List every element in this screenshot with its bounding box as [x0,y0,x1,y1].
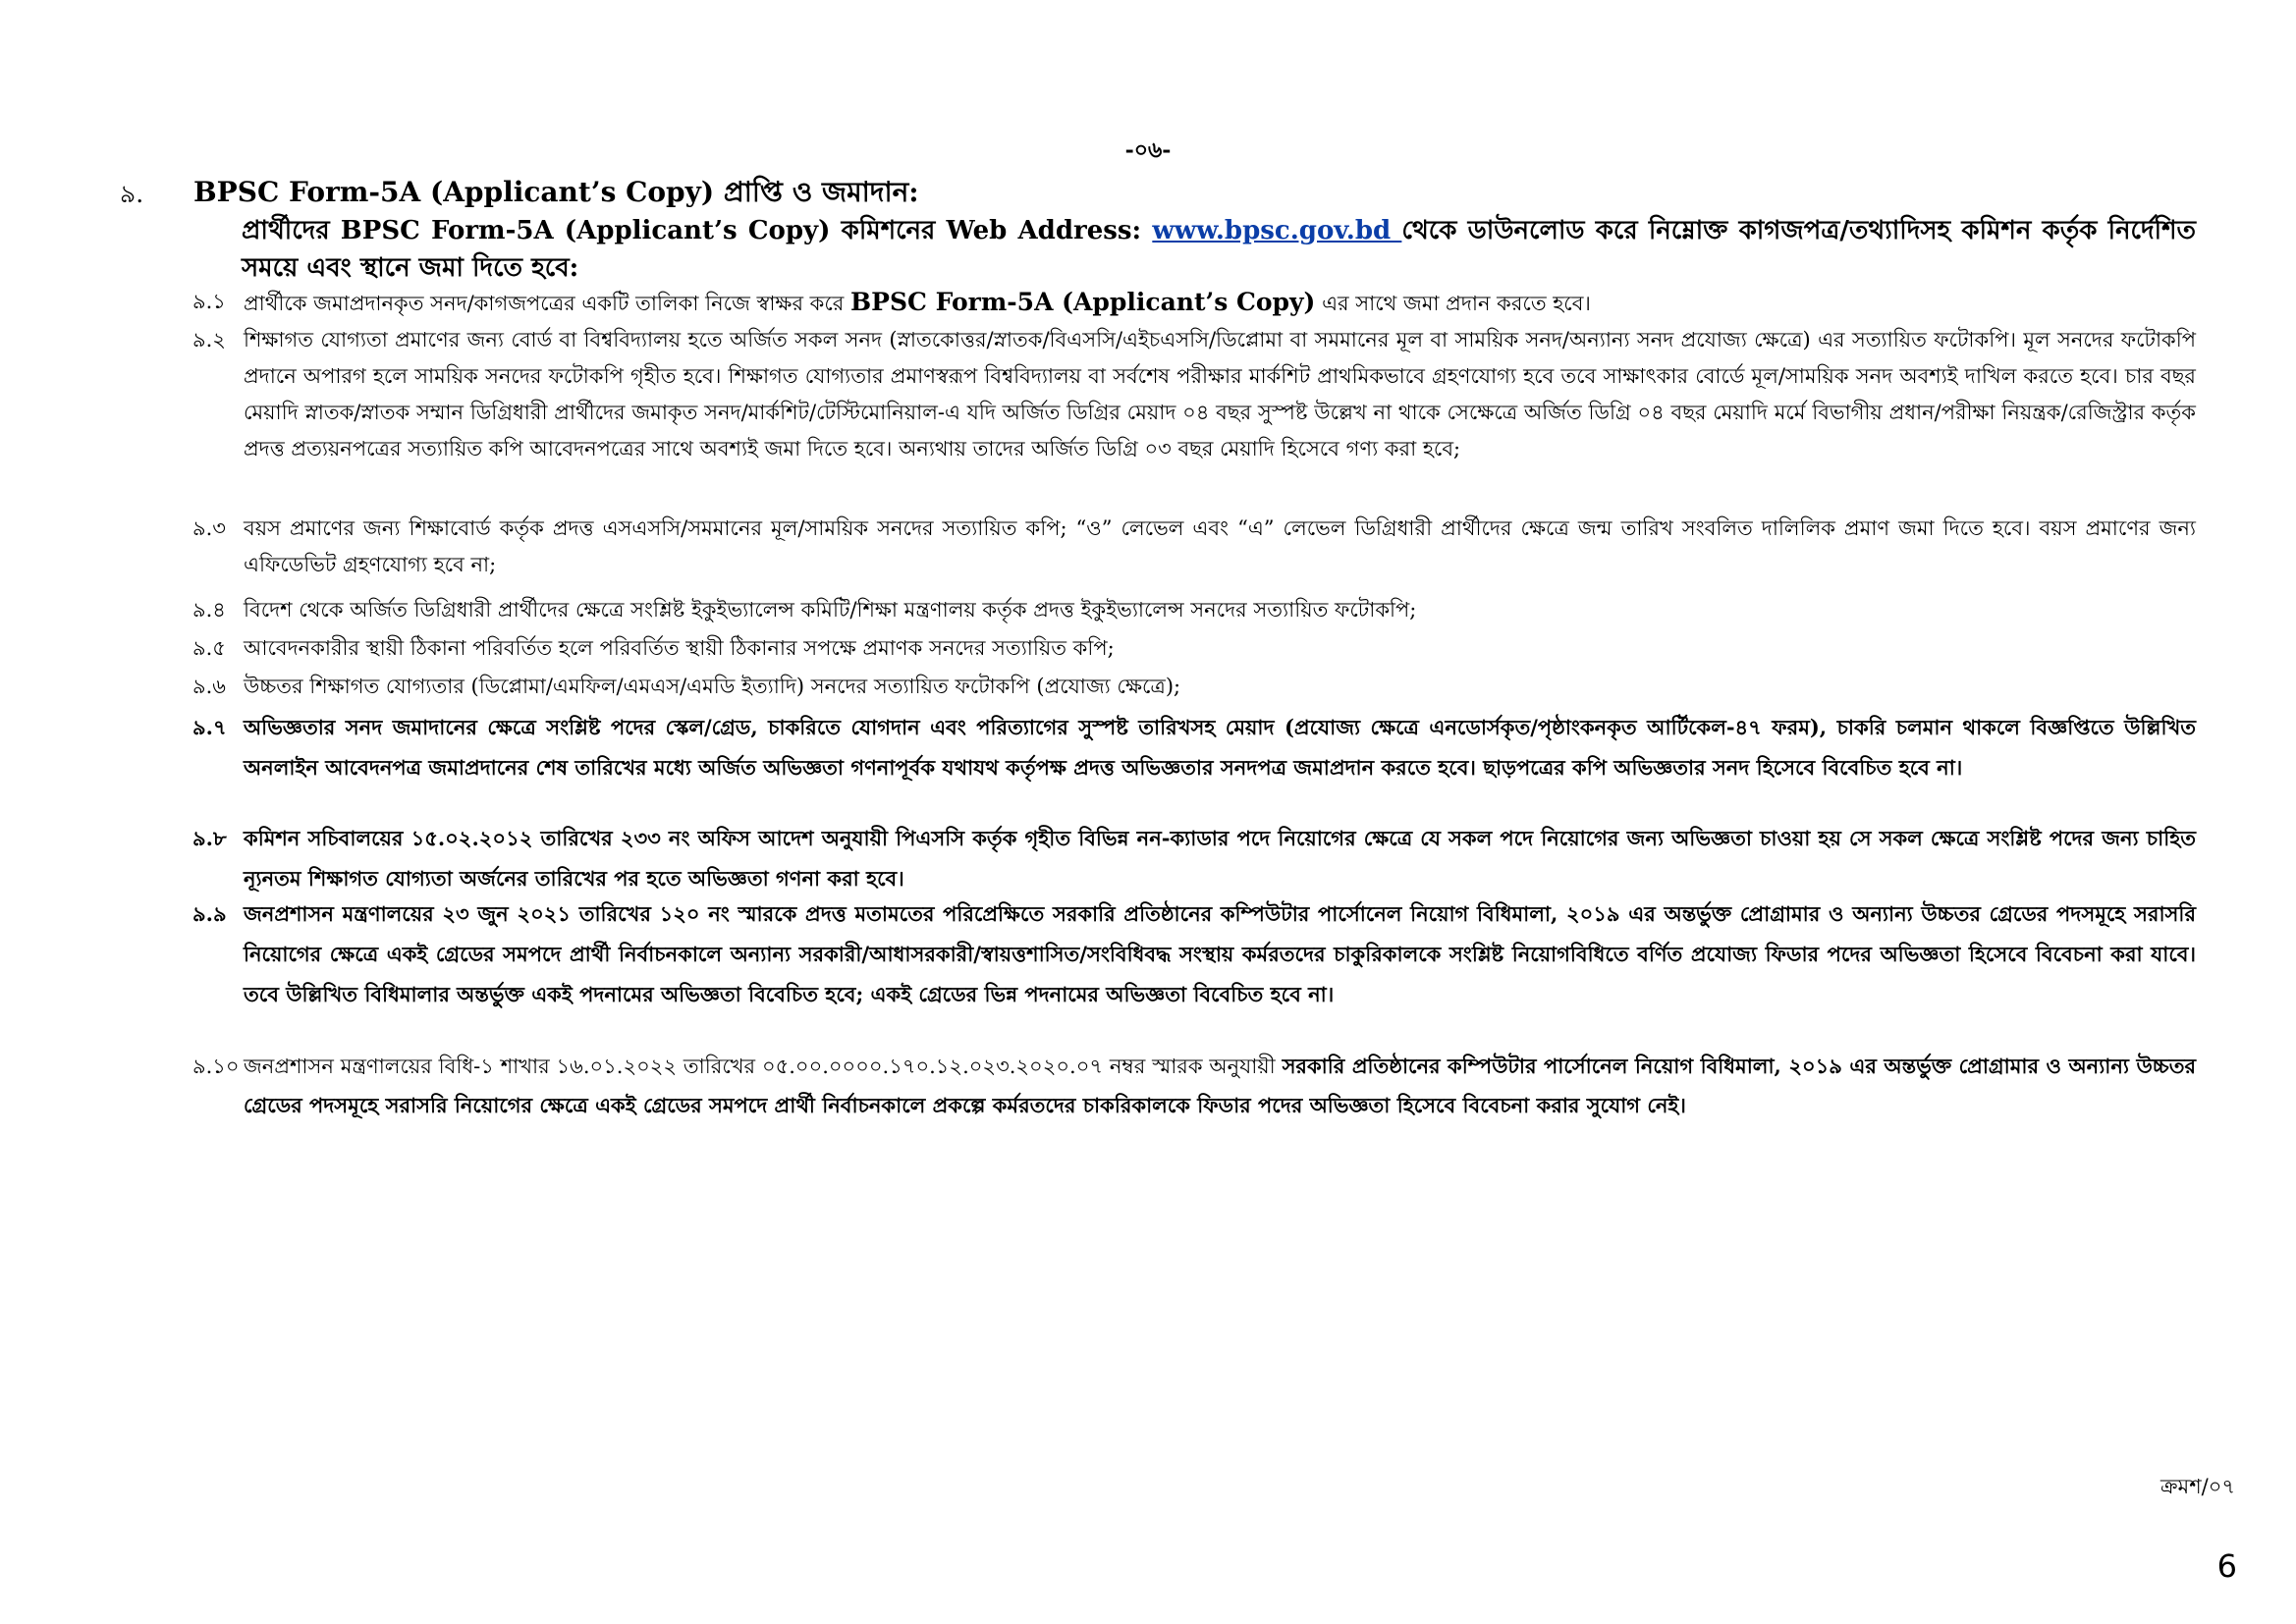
item-number: ৯.৪ [192,598,226,622]
item-number: ৯.৫ [192,636,226,660]
item-number: ৯.২ [192,328,226,352]
item-text: আবেদনকারীর স্থায়ী ঠিকানা পরিবর্তিত হলে পরিবর্তিত স্থায়ী ঠিকানার সপক্ষে প্রমাণক সনদের সত্যায়িত কপি; [244,636,1115,660]
item-number: ৯.১০ [192,1055,240,1078]
item-text: কমিশন সচিবালয়ের ১৫.০২.২০১২ তারিখের ২৩৩ নং অফিস আদেশ অনুযায়ী পিএসসি কর্তৃক গৃহীত বিভিন্ন নন-ক্যাডার পদে নিয়োগের ক্ষেত্রে যে সকল পদে নিয়োগের জন্য অভিজ্ঞতা চাওয়া হয় সে সকল ক্ষেত্রে সংশ্লিষ্ট পদের জন্য চাহিত ন্যূনতম শিক্ষাগত যোগ্যতা অর্জনের তারিখের পর হতে অভিজ্ঞতা গণনা করা হবে। [244,826,2196,891]
item-text: শিক্ষাগত যোগ্যতা প্রমাণের জন্য বোর্ড বা বিশ্ববিদ্যালয় হতে অর্জিত সকল সনদ (স্নাতকোত্তর/স্নাতক/বিএসসি/এইচএসসি/ডিপ্লোমা বা সমমানের মূল বা সাময়িক সনদ/অন্যান্য সনদ প্রযোজ্য ক্ষেত্রে) এর সত্যায়িত ফটোকপি। মূল সনদের ফটোকপি প্রদানে অপারগ হলে সাময়িক সনদের ফটোকপি গৃহীত হবে। শিক্ষাগত যোগ্যতার প্রমাণস্বরূপ বিশ্ববিদ্যালয় বা সর্বশেষ পরীক্ষার মার্কশিট প্রাথমিকভাবে গ্রহণযোগ্য হবে তবে সাক্ষাৎকার বোর্ডে মূল/সাময়িক সনদ অবশ্যই দাখিল করতে হবে। চার বছর মেয়াদি স্নাতক/স্নাতক সম্মান ডিগ্রিধারী প্রার্থীদের জমাকৃত সনদ/মার্কশিট/টেস্টিমোনিয়াল-এ যদি অর্জিত ডিগ্রির মেয়াদ ০৪ বছর সুস্পষ্ট উল্লেখ না থাকে সেক্ষেত্রে অর্জিত ডিগ্রি ০৪ বছর মেয়াদি মর্মে বিভাগীয় প্রধান/পরীক্ষা নিয়ন্ত্রক/রেজিস্ট্রার কর্তৃক প্রদত্ত প্রত্যয়নপত্রের সত্যায়িত কপি আবেদনপত্রের সাথে অবশ্যই জমা দিতে হবে। অন্যথায় তাদের অর্জিত ডিগ্রি ০৩ বছর মেয়াদি হিসেবে গণ্য করা হবে; [244,328,2196,460]
list-item-9-9 [192,893,2196,1014]
item-text [244,284,2196,322]
intro-text-after: থেকে ডাউনলোড করে নিম্নোক্ত কাগজপত্র/তথ্যাদিসহ কমিশন কর্তৃক নির্দেশিত সময়ে এবং স্থানে জমা দিতে হবে: [242,216,2196,283]
item-text: জনপ্রশাসন মন্ত্রণালয়ের ২৩ জুন ২০২১ তারিখের ১২০ নং স্মারকে প্রদত্ত মতামতের পরিপ্রেক্ষিতে সরকারি প্রতিষ্ঠানের কম্পিউটার পার্সোনেল নিয়োগ বিধিমালা, ২০১৯ এর অন্তর্ভুক্ত প্রোগ্রামার ও অন্যান্য উচ্চতর গ্রেডের পদসমূহে সরাসরি নিয়োগের ক্ষেত্রে একই গ্রেডের সমপদে প্রার্থী নির্বাচনকালে অন্যান্য সরকারী/আধাসরকারী/স্বায়ত্তশাসিত/সংবিধিবদ্ধ সংস্থায় কর্মরতদের চাকুরিকালকে সংশ্লিষ্ট নিয়োগবিধিতে বর্ণিত প্রযোজ্য ফিডার পদের অভিজ্ঞতা হিসেবে বিবেচনা করা যাবে। তবে উল্লিখিত বিধিমালার অন্তর্ভুক্ত একই পদনামের অভিজ্ঞতা বিবেচিত হবে; একই গ্রেডের ভিন্ন পদনামের অভিজ্ঞতা বিবেচিত হবে না। [244,901,2196,1006]
list-item-9-4 [192,592,2196,628]
item-number: ৯.৬ [192,675,226,698]
section-number: ৯. [120,180,144,208]
list-item-9-2 [192,322,2196,467]
list-item-9-10 [192,1047,2196,1125]
item-text: অভিজ্ঞতার সনদ জমাদানের ক্ষেত্রে সংশ্লিষ্ট পদের স্কেল/গ্রেড, চাকরিতে যোগদান এবং পরিত্যাগের সুস্পষ্ট তারিখসহ মেয়াদ (প্রযোজ্য ক্ষেত্রে এনডোর্সকৃত/পৃষ্ঠাংকনকৃত আর্টিকেল-৪৭ ফরম), চাকরি চলমান থাকলে বিজ্ঞপ্তিতে উল্লিখিত অনলাইন আবেদনপত্র জমাপ্রদানের শেষ তারিখের মধ্যে অর্জিত অভিজ্ঞতা গণনাপূর্বক যথাযথ কর্তৃপক্ষ প্রদত্ত অভিজ্ঞতার সনদপত্র জমাপ্রদান করতে হবে। ছাড়পত্রের কপি অভিজ্ঞতার সনদ হিসেবে বিবেচিত হবে না। [244,715,2196,780]
list-item-9-5 [192,630,2196,667]
list-item-9-7 [192,707,2196,787]
list-item-9-8 [192,818,2196,898]
continued-marker: ক্রমশ/০৭ [2159,1475,2235,1498]
section-intro [242,212,2196,287]
item-text-before: প্রার্থীকে জমাপ্রদানকৃত সনদ/কাগজপত্রের একটি তালিকা নিজে স্বাক্ষর করে [244,292,851,315]
item-text: বয়স প্রমাণের জন্য শিক্ষাবোর্ড কর্তৃক প্রদত্ত এসএসসি/সমমানের মূল/সাময়িক সনদের সত্যায়িত কপি; “ও” লেভেল এবং “এ” লেভেল ডিগ্রিধারী প্রার্থীদের ক্ষেত্রে জন্ম তারিখ সংবলিত দালিলিক প্রমাণ জমা দিতে হবে। বয়স প্রমাণের জন্য এফিডেভিট গ্রহণযোগ্য হবে না; [244,516,2196,576]
item-text: বিদেশ থেকে অর্জিত ডিগ্রিধারী প্রার্থীদের ক্ষেত্রে সংশ্লিষ্ট ইকুইভ্যালেন্স কমিটি/শিক্ষা মন্ত্রণালয় কর্তৃক প্রদত্ত ইকুইভ্যালেন্স সনদের সত্যায়িত ফটোকপি; [244,598,1417,622]
page-number: 6 [2216,1547,2237,1585]
item-text-regular: জনপ্রশাসন মন্ত্রণালয়ের বিধি-১ শাখার ১৬.০১.২০২২ তারিখের ০৫.০০.০০০০.১৭০.১২.০২৩.২০২০.০৭ নম্বর স্মারক অনুযায়ী [244,1055,1283,1078]
item-text-after: এর সাথে জমা প্রদান করতে হবে। [1315,292,1591,315]
list-item-9-3 [192,511,2196,583]
page-marker-top: -০৬- [1124,137,1172,163]
item-number: ৯.১ [192,290,226,313]
item-number: ৯.৭ [192,715,227,739]
section-title: BPSC Form-5A (Applicant’s Copy) প্রাপ্তি ও জমাদান: [193,176,919,208]
list-item-9-1 [192,284,2196,322]
form-name-bold: BPSC Form-5A (Applicant’s Copy) [850,288,1316,316]
item-number: ৯.৯ [192,901,227,926]
bpsc-website-link[interactable]: www.bpsc.gov.bd [1152,216,1402,245]
item-number: ৯.৮ [192,826,227,850]
item-text-bold: সরকারি প্রতিষ্ঠানের কম্পিউটার পার্সোনেল নিয়োগ বিধিমালা, ২০১৯ এর অন্তর্ভুক্ত প্রোগ্রামার ও অন্যান্য উচ্চতর গ্রেডের পদসমূহে সরাসরি নিয়োগের ক্ষেত্রে একই গ্রেডের সমপদে প্রার্থী নির্বাচনকালে প্রকল্পে কর্মরতদের চাকরিকালকে ফিডার পদের অভিজ্ঞতা হিসেবে বিবেচনা করার সুযোগ নেই। [244,1054,2197,1117]
item-number: ৯.৩ [192,516,226,540]
item-text [244,1047,2196,1125]
item-text: উচ্চতর শিক্ষাগত যোগ্যতার (ডিপ্লোমা/এমফিল/এমএস/এমডি ইত্যাদি) সনদের সত্যায়িত ফটোকপি (প্রযোজ্য ক্ষেত্রে); [244,675,1181,698]
intro-text-before: প্রার্থীদের BPSC Form-5A (Applicant’s Copy) কমিশনের Web Address: [242,216,1153,245]
list-item-9-6 [192,669,2196,705]
